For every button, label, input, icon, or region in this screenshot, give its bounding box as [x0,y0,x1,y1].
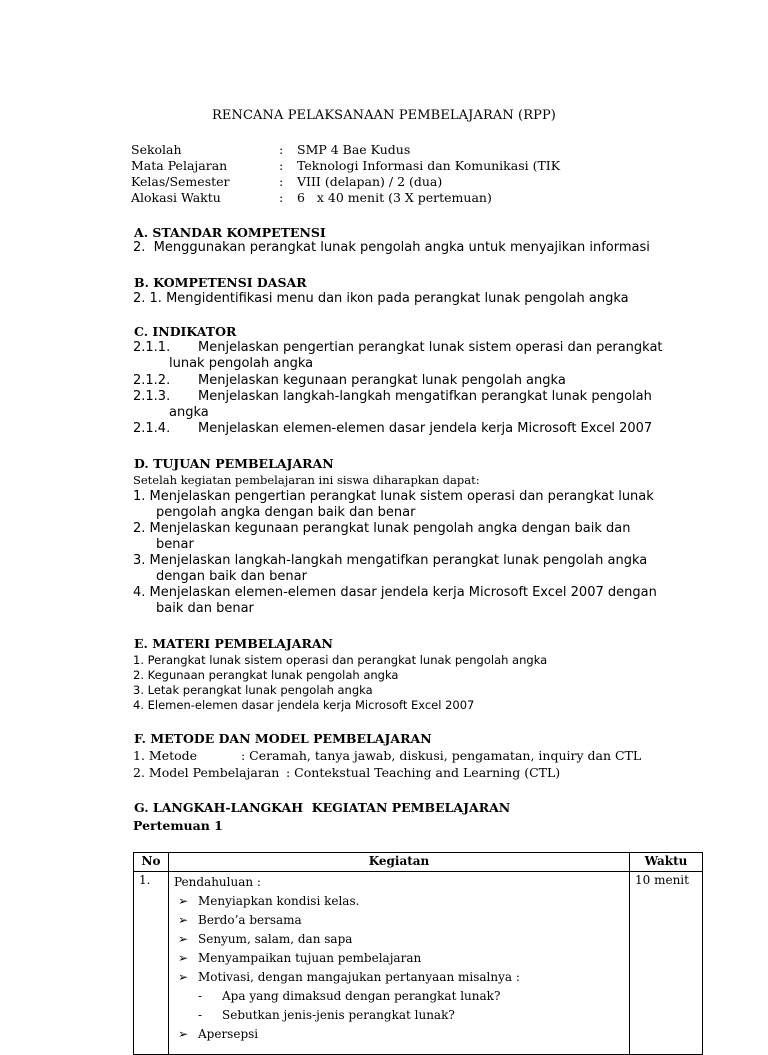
indicator-continuation: angka [169,405,209,420]
list-item: ➢ Motivasi, dengan mangajukan pertanyaan misalnya : [174,968,624,987]
objective-continuation: dengan baik dan benar [156,569,307,584]
identity-colon: : [279,174,284,189]
material-item: 3. Letak perangkat lunak pengolah angka [133,683,373,697]
document-title: RENCANA PELAKSANAAN PEMBELAJARAN (RPP) [212,108,556,123]
objective-continuation: baik dan benar [156,601,254,616]
objective-item: 2. Menjelaskan kegunaan perangkat lunak pengolah angka dengan baik dan [133,521,631,536]
identity-value: SMP 4 Bae Kudus [297,142,411,157]
list-item: ➢ Senyum, salam, dan sapa [174,930,624,949]
indicator-number: 2.1.2. [133,373,171,388]
identity-label: Mata Pelajaran [131,158,228,173]
section-item: 2. Menggunakan perangkat lunak pengolah angka untuk menyajikan informasi [133,240,650,255]
method-label: 2. Model Pembelajaran [133,765,280,780]
material-item: 4. Elemen-elemen dasar jendela kerja Microsoft Excel 2007 [133,698,475,712]
objective-item: 1. Menjelaskan pengertian perangkat lunak sistem operasi dan perangkat lunak [133,489,654,504]
method-label: 1. Metode [133,748,198,763]
activity-cell [169,872,630,1055]
section-heading: F. METODE DAN MODEL PEMBELAJARAN [134,731,432,746]
identity-colon: : [279,190,284,205]
indicator-number: 2.1.1. [133,340,171,355]
dash-bullet-icon: - [198,1008,203,1022]
indicator-text: Menjelaskan kegunaan perangkat lunak pengolah angka [198,373,566,388]
list-item: ➢ Menyiapkan kondisi kelas. [174,892,624,911]
arrow-bullet-icon: ➢ [178,951,189,965]
identity-value: VIII (delapan) / 2 (dua) [297,174,443,189]
section-heading: D. TUJUAN PEMBELAJARAN [134,456,334,471]
indicator-number: 2.1.4. [133,421,171,436]
indicator-text: Menjelaskan elemen-elemen dasar jendela kerja Microsoft Excel 2007 [198,421,653,436]
indicator-number: 2.1.3. [133,389,171,404]
table-row [134,872,703,1055]
identity-colon: : [279,142,284,157]
header-no: No [134,853,169,872]
method-value: : Contekstual Teaching and Learning (CTL) [286,765,561,780]
arrow-bullet-icon: ➢ [178,932,189,946]
header-kegiatan: Kegiatan [169,853,630,872]
list-item: ➢ Menyampaikan tujuan pembelajaran [174,949,624,968]
identity-value: 6 x 40 menit (3 X pertemuan) [297,190,492,205]
arrow-bullet-icon: ➢ [178,894,189,908]
activity-table [133,852,703,1055]
identity-label: Kelas/Semester [131,174,230,189]
list-item: ➢ Berdo’a bersama [174,911,624,930]
table-header-row [134,853,703,872]
section-heading: C. INDIKATOR [134,324,237,339]
meeting-label: Pertemuan 1 [133,818,223,833]
sub-list-item: - Apa yang dimaksud dengan perangkat lunak? [174,987,624,1006]
row-number: 1. [134,872,169,1055]
section-heading: E. MATERI PEMBELAJARAN [134,636,333,651]
identity-label: Sekolah [131,142,182,157]
indicator-continuation: lunak pengolah angka [169,356,314,371]
indicator-text: Menjelaskan pengertian perangkat lunak sistem operasi dan perangkat [198,340,663,355]
objective-continuation: pengolah angka dengan baik dan benar [156,505,416,520]
activity-title: Pendahuluan : [174,875,261,889]
material-item: 2. Kegunaan perangkat lunak pengolah angka [133,668,399,682]
objective-item: 4. Menjelaskan elemen-elemen dasar jendela kerja Microsoft Excel 2007 dengan [133,585,657,600]
sub-list-item: - Sebutkan jenis-jenis perangkat lunak? [174,1006,624,1025]
arrow-bullet-icon: ➢ [178,913,189,927]
row-waktu: 10 menit [630,872,703,1055]
arrow-bullet-icon: ➢ [178,970,189,984]
indicator-text: Menjelaskan langkah-langkah mengatifkan perangkat lunak pengolah [198,389,652,404]
material-item: 1. Perangkat lunak sistem operasi dan perangkat lunak pengolah angka [133,653,548,667]
section-heading: G. LANGKAH-LANGKAH KEGIATAN PEMBELAJARAN [134,800,511,815]
identity-label: Alokasi Waktu [131,190,221,205]
dash-bullet-icon: - [198,989,203,1003]
section-heading: B. KOMPETENSI DASAR [134,275,307,290]
list-item [174,1025,624,1044]
cutoff-item: Apersepsi [198,1027,259,1041]
method-value: : Ceramah, tanya jawab, diskusi, pengamatan, inquiry dan CTL [241,748,642,763]
section-item: 2. 1. Mengidentifikasi menu dan ikon pada perangkat lunak pengolah angka [133,291,629,306]
section-heading: A. STANDAR KOMPETENSI [134,225,326,240]
identity-value: Teknologi Informasi dan Komunikasi (TIK [297,158,561,173]
objective-continuation: benar [156,537,194,552]
arrow-bullet-icon: ➢ [178,1027,189,1041]
objective-item: 3. Menjelaskan langkah-langkah mengatifkan perangkat lunak pengolah angka [133,553,648,568]
section-intro: Setelah kegiatan pembelajaran ini siswa diharapkan dapat: [133,473,480,487]
header-waktu: Waktu [630,853,703,872]
identity-colon: : [279,158,284,173]
